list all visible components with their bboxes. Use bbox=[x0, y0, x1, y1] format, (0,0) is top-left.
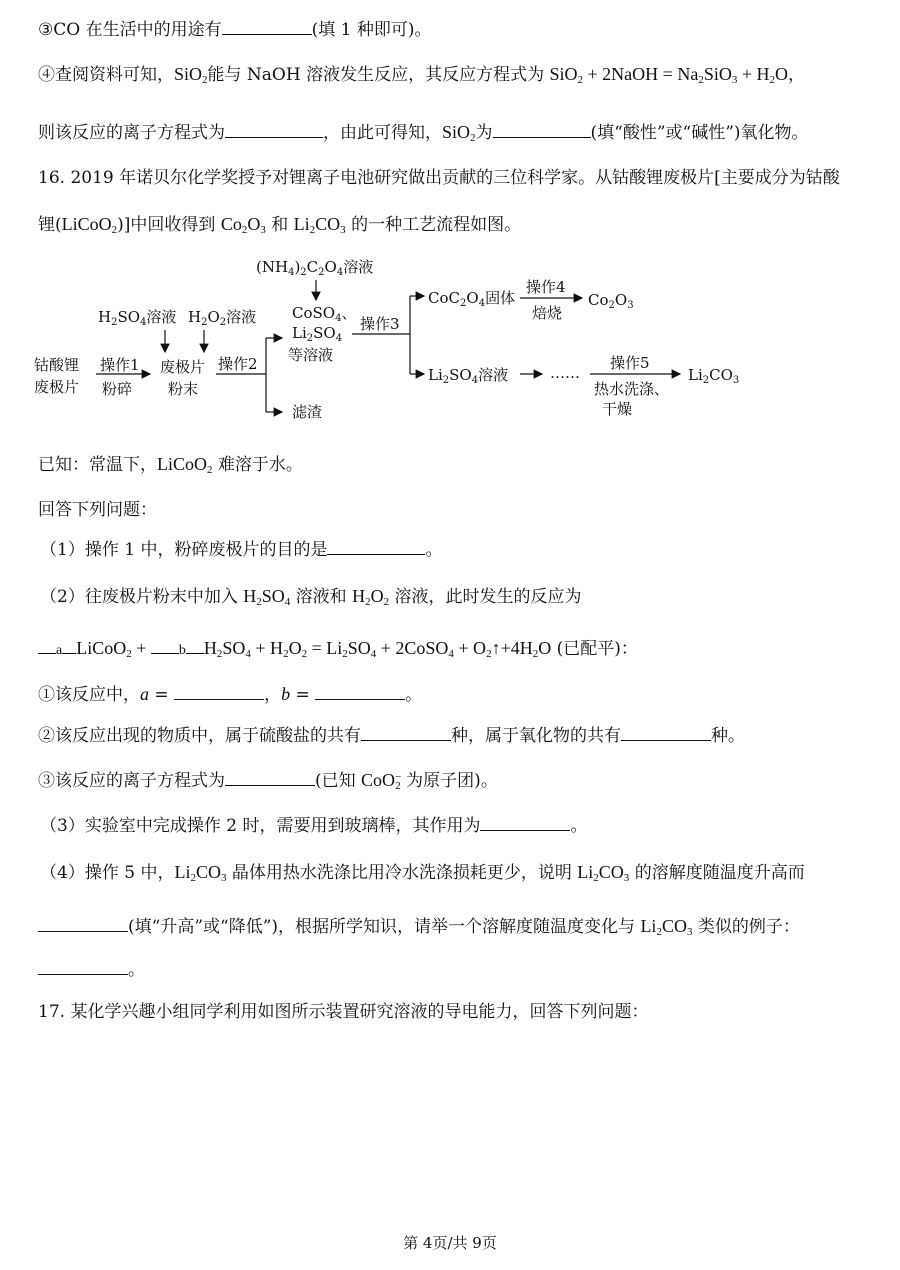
answer-blank[interactable] bbox=[480, 814, 570, 831]
flow-powder: 废极片 bbox=[160, 358, 206, 376]
known-condition: 已知：常温下，LiCoO$_2$ 难溶于水。 bbox=[38, 454, 303, 476]
process-flowchart bbox=[30, 252, 770, 432]
q16-intro-line1: 16. 2019 年诺贝尔化学奖授予对锂离子电池研究做出贡献的三位科学家。从钴酸锂废极片[主要成分为钴酸 bbox=[38, 168, 840, 188]
flow-op5: 操作5 bbox=[610, 354, 650, 372]
flow-op2: 操作2 bbox=[218, 355, 258, 373]
flow-raw-material-2: 废极片 bbox=[34, 378, 80, 396]
q15-item4: ④查阅资料可知，SiO$_2$能与 NaOH 溶液发生反应，其反应方程式为 SiO$_2$ + 2NaOH = $Na_2SiO_3 + H_2O$， bbox=[38, 64, 805, 86]
reaction-equation: SiO$_2$ + 2NaOH = $Na_2SiO_3 + H_2O$ bbox=[549, 64, 788, 86]
answer-blank[interactable] bbox=[225, 121, 323, 138]
flow-residue: 滤渣 bbox=[292, 403, 323, 421]
answer-blank[interactable] bbox=[361, 724, 451, 741]
q16-part4-cont: (填“升高”或“降低”)，根据所学知识，请举一个溶解度随温度变化与 $Li_2CO_3$ 类似的例子： bbox=[38, 914, 800, 939]
answer-blank[interactable] bbox=[327, 538, 425, 555]
flow-etc-solution: 等溶液 bbox=[288, 346, 334, 364]
flowchart-arrows bbox=[30, 252, 770, 432]
q16-part4-blank: 。 bbox=[38, 958, 145, 982]
q15-item3: ③CO 在生活中的用途有 (填 1 种即可)。 bbox=[38, 20, 432, 40]
flow-h2o2: $H_2O_2$溶液 bbox=[188, 308, 257, 328]
flow-op1: 操作1 bbox=[100, 356, 140, 374]
flow-powder-2: 粉末 bbox=[168, 380, 199, 398]
answer-prompt: 回答下列问题： bbox=[38, 500, 157, 520]
flow-op4: 操作4 bbox=[526, 278, 566, 296]
flow-co2o3: $Co_2O_3$ bbox=[588, 291, 634, 311]
flow-op3: 操作3 bbox=[360, 315, 400, 333]
answer-blank[interactable] bbox=[225, 769, 315, 786]
answer-blank[interactable] bbox=[621, 724, 711, 741]
answer-blank[interactable] bbox=[38, 958, 128, 975]
flow-op4-sub: 焙烧 bbox=[532, 304, 563, 322]
q15-item4-ionic: 则该反应的离子方程式为 ，由此可得知，SiO$_2$为 (填“酸性”或“碱性”)氧化物。 bbox=[38, 122, 809, 144]
flow-raw-material: 钴酸锂 bbox=[34, 356, 80, 374]
balanced-equation: a LiCoO$_2$ + b $H_2SO_4 + H_2O_2 = Li_2SO_4$ + 2CoSO$_4$ + $O_2↑+4H_2O$ (已配平)： bbox=[38, 636, 638, 663]
q16-part4: （4）操作 5 中，$Li_2CO_3$ 晶体用热水洗涤比用冷水洗涤损耗更少，说明 $Li_2CO_3$ 的溶解度随温度升高而 bbox=[40, 862, 805, 884]
page-footer: 第 4页/共 9页 bbox=[403, 1234, 497, 1252]
q16-part2: （2）往废极片粉末中加入 $H_2SO_4$ 溶液和 $H_2O_2$ 溶液，此时发生的反应为 bbox=[40, 586, 582, 608]
chem-sio2: SiO$_2$ bbox=[174, 64, 208, 86]
answer-blank[interactable] bbox=[222, 18, 312, 35]
answer-blank[interactable] bbox=[174, 683, 264, 700]
q16-sub3: ③该反应的离子方程式为 (已知 CoO−$_2$ 为原子团)。 bbox=[38, 770, 498, 792]
answer-blank[interactable] bbox=[38, 915, 128, 932]
flow-li2co3: $Li_2CO_3$ bbox=[688, 366, 740, 386]
flow-coso4: CoSO$_4$、 bbox=[292, 304, 357, 324]
q16-sub1: ①该反应中，a = ，b = 。 bbox=[38, 684, 423, 705]
flow-op1-sub: 粉碎 bbox=[102, 380, 133, 398]
flow-nh4-c2o4: $(NH_4)_2C_2O_4$溶液 bbox=[256, 258, 374, 278]
flow-li2so4-solution: $Li_2SO_4$溶液 bbox=[428, 366, 509, 386]
flow-dots: …… bbox=[550, 364, 580, 382]
flow-li2so4: $Li_2SO_4$ bbox=[292, 324, 343, 344]
q17-intro: 17. 某化学兴趣小组同学利用如图所示装置研究溶液的导电能力，回答下列问题： bbox=[38, 1002, 649, 1022]
q16-part1: （1）操作 1 中，粉碎废极片的目的是 。 bbox=[40, 540, 443, 560]
q16-part3: （3）实验室中完成操作 2 时，需要用到玻璃棒，其作用为 。 bbox=[40, 816, 588, 836]
flow-op5-sub: 热水洗涤、 bbox=[594, 380, 670, 398]
flow-op5-sub-2: 干燥 bbox=[602, 400, 633, 418]
flow-coc2o4: $CoC_2O_4$固体 bbox=[428, 289, 516, 309]
answer-blank[interactable] bbox=[493, 121, 591, 138]
q16-intro-line2: 锂(LiCoO$_2$)]中回收得到 $Co_2O_3$ 和 $Li_2CO_3$ 的一种工艺流程如图。 bbox=[38, 214, 522, 236]
q16-sub2: ②该反应出现的物质中，属于硫酸盐的共有 种，属于氧化物的共有 种。 bbox=[38, 726, 745, 746]
chem-sio2: SiO$_2$ bbox=[442, 122, 476, 144]
answer-blank[interactable] bbox=[315, 683, 405, 700]
flow-h2so4: $H_2SO_4$溶液 bbox=[98, 308, 177, 328]
